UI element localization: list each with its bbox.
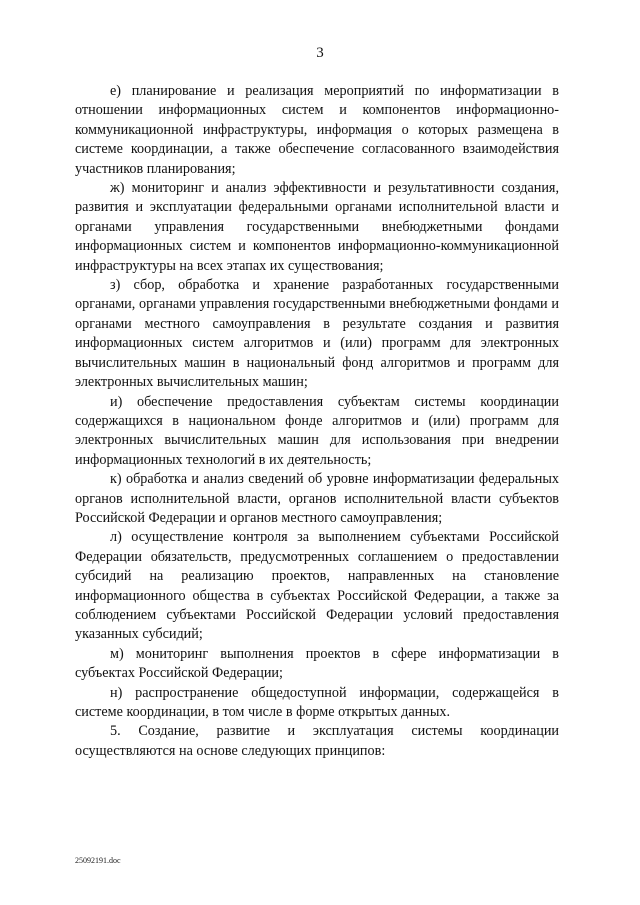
paragraph-item-e: е) планирование и реализация мероприятий по информатизации в отношении информационных систем и компонентов информационно-коммуникационной инфраструктуры, информация о которых размещена в системе координации, а также обеспечение согласованного взаимодействия участников планирования; — [75, 83, 559, 177]
paragraph-item-l: л) осуществление контроля за выполнением субъектами Российской Федерации обязательств, предусмотренных соглашением о предоставлении субсидий на реализацию проектов, направленных на становление информационного общества в субъектах Российской Федерации, а также за соблюдением субъектами Российской Федерации условий предоставления указанных субсидий; — [75, 529, 559, 643]
paragraph-item-k: к) обработка и анализ сведений об уровне информатизации федеральных органов исполнительной власти, органов исполнительной власти субъектов Российской Федерации и органов местного самоуправления; — [75, 471, 559, 526]
document-body — [75, 82, 559, 761]
page-number: 3 — [316, 45, 324, 61]
paragraph-item-m: м) мониторинг выполнения проектов в сфере информатизации в субъектах Российской Федерации; — [75, 645, 559, 682]
document-code: 25092191.doc — [75, 856, 121, 865]
paragraph-item-i: и) обеспечение предоставления субъектам системы координации содержащихся в национальном фонде алгоритмов и (или) программ для электронных вычислительных машин для использования при внедрении информационных технологий в их деятельность; — [75, 393, 559, 468]
paragraph-item-zh: ж) мониторинг и анализ эффективности и результативности создания, развития и эксплуатации федеральными органами исполнительной власти и органами управления государственными внебюджетными фондами информационных систем и компонентов информационно-коммуникационной инфраструктуры на всех этапах их существования; — [75, 180, 559, 274]
paragraph-section-5: 5. Создание, развитие и эксплуатация системы координации осуществляются на основе следующих принципов: — [75, 723, 559, 759]
paragraph-item-z: з) сбор, обработка и хранение разработанных государственными органами, органами управления государственными внебюджетными фондами и органами местного самоуправления в результате создания и развития информационных систем алгоритмов и (или) программ для электронных вычислительных машин в национальный фонд алгоритмов и программ для электронных вычислительных машин; — [75, 277, 559, 391]
paragraph-item-n: н) распространение общедоступной информации, содержащейся в системе координации, в том числе в форме открытых данных. — [75, 684, 559, 720]
